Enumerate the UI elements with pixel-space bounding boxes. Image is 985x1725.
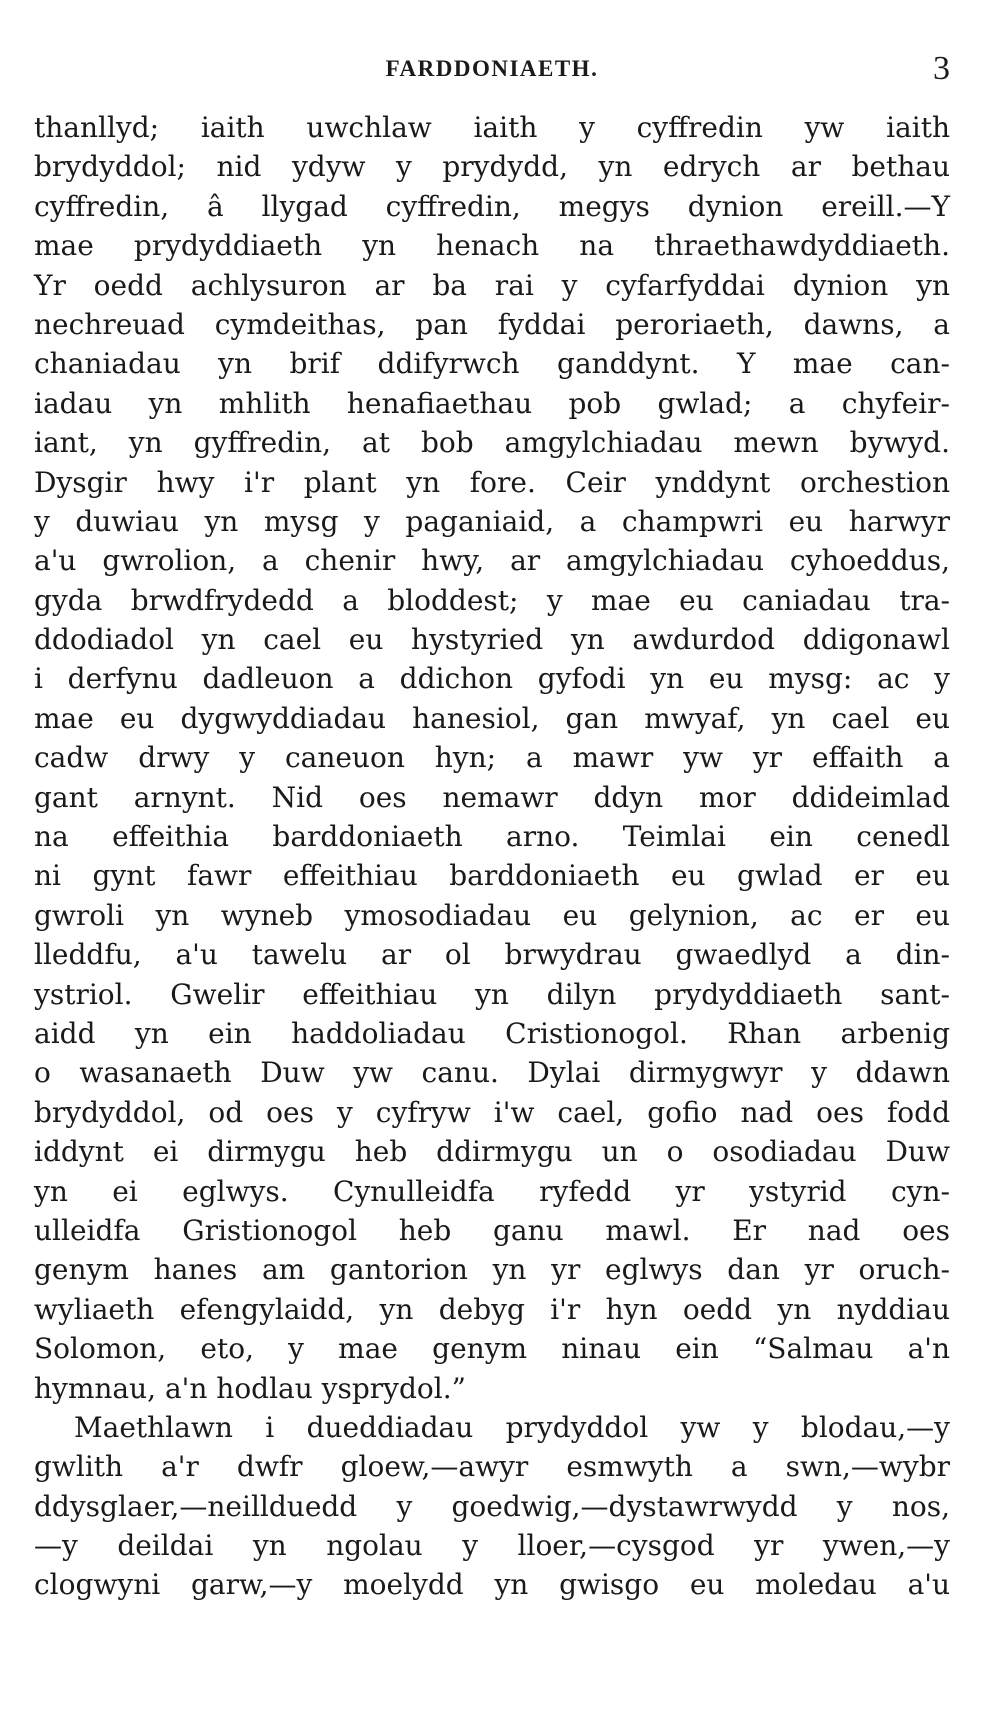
text-line: y duwiau yn mysg y paganiaid, a champwri eu harwyr bbox=[34, 504, 950, 538]
text-line: cadw drwy y caneuon hyn; a mawr yw yr effaith a bbox=[34, 741, 950, 775]
text-line: brydyddol; nid ydyw y prydydd, yn edrych ar bethau bbox=[34, 150, 950, 184]
text-line: a'u gwrolion, a chenir hwy, ar amgylchiadau cyhoeddus, bbox=[34, 544, 950, 578]
text-line: —y deildai yn ngolau y lloer,—cysgod yr ywen,—y bbox=[34, 1529, 950, 1563]
page-header bbox=[34, 52, 950, 92]
text-line: Yr oedd achlysuron ar ba rai y cyfarfyddai dynion yn bbox=[34, 268, 950, 302]
text-line: clogwyni garw,—y moelydd yn gwisgo eu moledau a'u bbox=[34, 1568, 950, 1602]
text-line: gant arnynt. Nid oes nemawr ddyn mor ddideimlad bbox=[34, 780, 950, 814]
text-line: ni gynt fawr effeithiau barddoniaeth eu gwlad er eu bbox=[34, 859, 950, 893]
text-line: ulleidfa Gristionogol heb ganu mawl. Er nad oes bbox=[34, 1213, 950, 1247]
text-line: ddysglaer,—neillduedd y goedwig,—dystawrwydd y nos, bbox=[34, 1489, 950, 1523]
text-line: ystriol. Gwelir effeithiau yn dilyn prydyddiaeth sant- bbox=[34, 977, 950, 1011]
text-line: gwroli yn wyneb ymosodiadau eu gelynion, ac er eu bbox=[34, 898, 950, 932]
body-text bbox=[34, 108, 950, 1605]
text-line: aidd yn ein haddoliadau Cristionogol. Rhan arbenig bbox=[34, 1016, 950, 1050]
text-line: chaniadau yn brif ddifyrwch ganddynt. Y mae can- bbox=[34, 347, 950, 381]
text-line: hymnau, a'n hodlau ysprydol.” bbox=[34, 1371, 466, 1405]
text-line: ddodiadol yn cael eu hystyried yn awdurdod ddigonawl bbox=[34, 623, 950, 657]
page-number: 3 bbox=[933, 50, 950, 87]
text-line: thanllyd; iaith uwchlaw iaith y cyffredin yw iaith bbox=[34, 111, 950, 144]
text-line: nechreuad cymdeithas, pan fyddai peroriaeth, dawns, a bbox=[34, 307, 950, 341]
running-title: FARDDONIAETH. bbox=[385, 56, 599, 81]
text-line: mae prydyddiaeth yn henach na thraethawdyddiaeth. bbox=[34, 229, 950, 263]
text-line: cyffredin, â llygad cyffredin, megys dynion ereill.—Y bbox=[34, 189, 950, 223]
text-line: gyda brwdfrydedd a bloddest; y mae eu caniadau tra- bbox=[34, 583, 950, 617]
text-line: yn ei eglwys. Cynulleidfa ryfedd yr ystyrid cyn- bbox=[34, 1174, 950, 1208]
text-line: Dysgir hwy i'r plant yn fore. Ceir ynddynt orchestion bbox=[34, 465, 950, 499]
text-line: na effeithia barddoniaeth arno. Teimlai ein cenedl bbox=[34, 820, 950, 854]
text-line: genym hanes am gantorion yn yr eglwys dan yr oruch- bbox=[34, 1253, 950, 1287]
text-line: wyliaeth efengylaidd, yn debyg i'r hyn oedd yn nyddiau bbox=[34, 1292, 950, 1326]
text-line: Maethlawn i dueddiadau prydyddol yw y blodau,—y bbox=[74, 1410, 950, 1444]
text-line: i derfynu dadleuon a ddichon gyfodi yn eu mysg: ac y bbox=[34, 662, 950, 696]
text-line: gwlith a'r dwfr gloew,—awyr esmwyth a swn,—wybr bbox=[34, 1450, 950, 1484]
text-line: iddynt ei dirmygu heb ddirmygu un o osodiadau Duw bbox=[34, 1135, 950, 1169]
text-line: iadau yn mhlith henafiaethau pob gwlad; a chyfeir- bbox=[34, 386, 950, 420]
text-line: o wasanaeth Duw yw canu. Dylai dirmygwyr y ddawn bbox=[34, 1056, 950, 1090]
text-line: iant, yn gyffredin, at bob amgylchiadau mewn bywyd. bbox=[34, 426, 950, 460]
text-line: mae eu dygwyddiadau hanesiol, gan mwyaf, yn cael eu bbox=[34, 701, 950, 735]
text-line: Solomon, eto, y mae genym ninau ein “Salmau a'n bbox=[34, 1332, 950, 1366]
text-line: brydyddol, od oes y cyfryw i'w cael, gofio nad oes fodd bbox=[34, 1095, 950, 1129]
text-line: lleddfu, a'u tawelu ar ol brwydrau gwaedlyd a din- bbox=[34, 938, 950, 972]
